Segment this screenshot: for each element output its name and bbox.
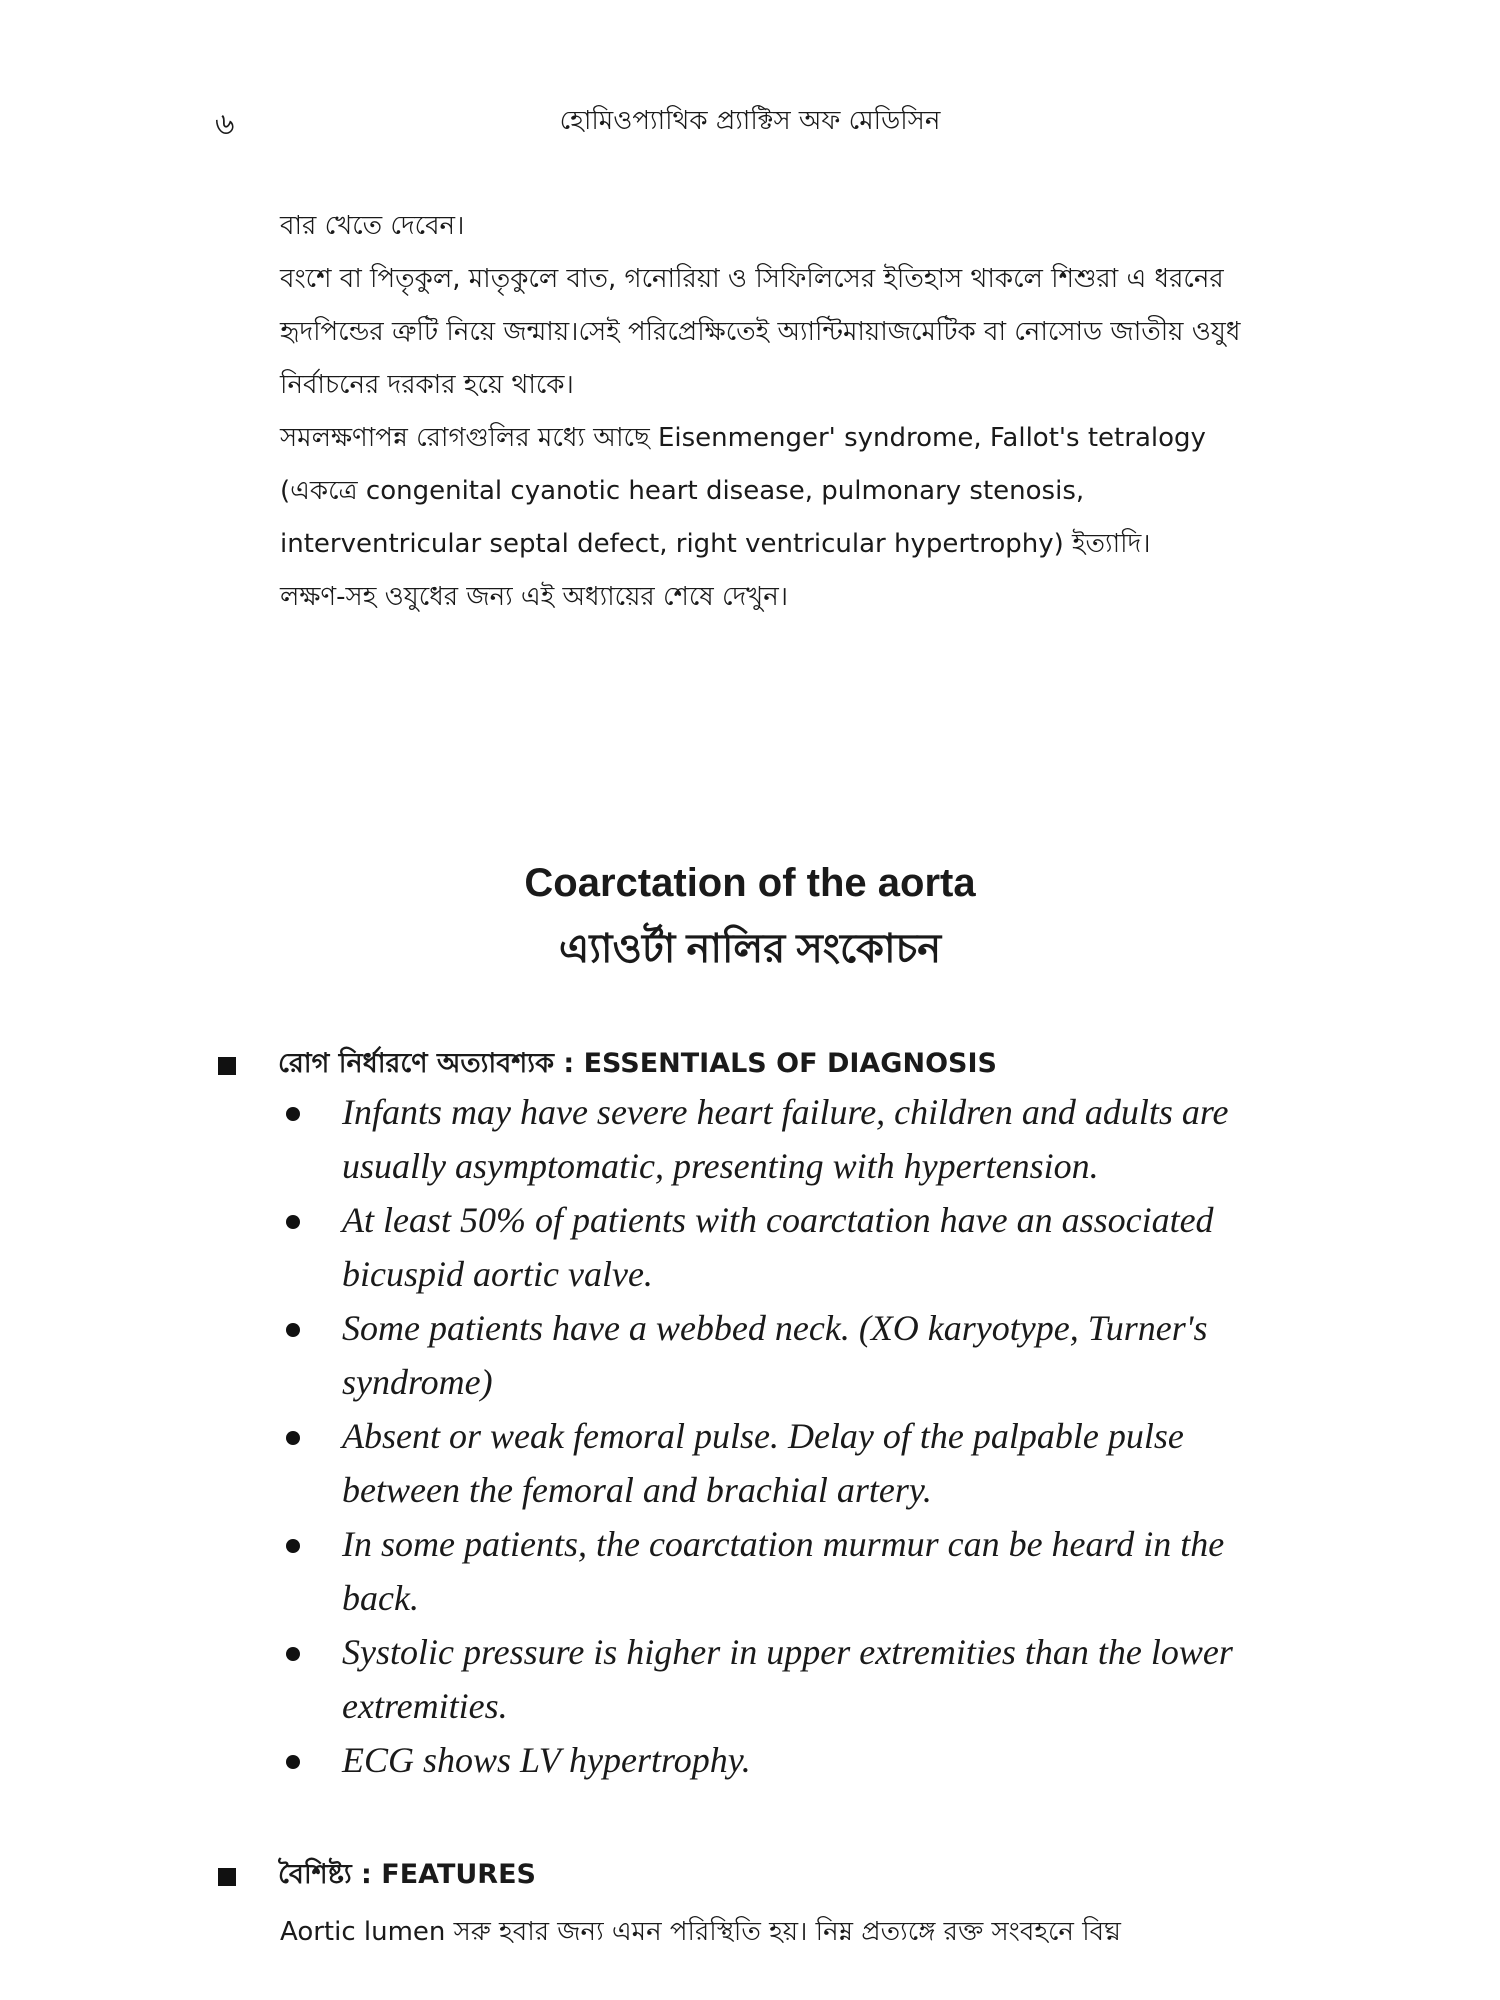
running-header: হোমিওপ্যাথিক প্র্যাক্টিস অফ মেডিসিন: [559, 106, 941, 136]
intro-text: [280, 200, 1290, 624]
square-bullet-icon: [218, 1868, 236, 1886]
intro-paragraph: বার খেতে দেবেন।: [280, 211, 465, 241]
bullet-dot-icon: [286, 1755, 300, 1769]
list-item: [280, 1733, 1300, 1787]
section-title-bengali: এ্যাওর্টা নালির সংকোচন: [558, 927, 942, 971]
features-heading: [218, 1854, 536, 1899]
list-item: [280, 1193, 1300, 1301]
list-item-text: At least 50% of patients with coarctation have an associated bicuspid aortic valve.: [342, 1200, 1214, 1294]
essentials-heading: [218, 1043, 997, 1088]
bullet-dot-icon: [286, 1107, 300, 1121]
list-item: [280, 1625, 1300, 1733]
features-text: Aortic lumen সরু হবার জন্য এমন পরিস্থিতি হয়। নিম্ন প্রত্যঙ্গে রক্ত সংবহনে বিঘ্ন: [280, 1917, 1121, 1947]
list-item: [280, 1517, 1300, 1625]
bullet-dot-icon: [286, 1539, 300, 1553]
list-item: [280, 1085, 1300, 1193]
bullet-dot-icon: [286, 1431, 300, 1445]
intro-paragraph: সমলক্ষণাপন্ন রোগগুলির মধ্যে আছে Eisenmenger' syndrome, Fallot's tetralogy (একত্রে congenital cyanotic heart disease, pulmonary stenosis, interventricular septal defect, right ventricular hypertrophy) ইত্যাদি।: [280, 423, 1206, 559]
list-item-text: Some patients have a webbed neck. (XO karyotype, Turner's syndrome): [342, 1308, 1208, 1402]
bullet-dot-icon: [286, 1323, 300, 1337]
intro-paragraph: বংশে বা পিতৃকুল, মাতৃকুলে বাত, গনোরিয়া ও সিফিলিসের ইতিহাস থাকলে শিশুরা এ ধরনের হৃদপিন্ডের ত্রুটি নিয়ে জন্মায়।সেই পরিপ্রেক্ষিতেই অ্যান্টিমায়াজমেটিক বা নোসোড জাতীয় ওযুধ নির্বাচনের দরকার হয়ে থাকে।: [280, 264, 1241, 400]
section-title: [0, 850, 1500, 982]
page-number: ৬: [215, 107, 235, 142]
list-item-text: Systolic pressure is higher in upper extremities than the lower extremities.: [342, 1632, 1233, 1726]
list-item: [280, 1409, 1300, 1517]
list-item-text: In some patients, the coarctation murmur can be heard in the back.: [342, 1524, 1225, 1618]
essentials-heading-label: রোগ নির্ধারণে অত্যাবশ্যক : ESSENTIALS OF DIAGNOSIS: [278, 1048, 997, 1079]
list-item-text: ECG shows LV hypertrophy.: [342, 1740, 751, 1780]
bullet-dot-icon: [286, 1215, 300, 1229]
section-title-english: Coarctation of the aorta: [524, 861, 976, 905]
square-bullet-icon: [218, 1057, 236, 1075]
essentials-list: [280, 1085, 1300, 1787]
features-heading-label: বৈশিষ্ট্য : FEATURES: [278, 1859, 536, 1890]
list-item-text: Infants may have severe heart failure, children and adults are usually asymptomatic, presenting with hypertension.: [342, 1092, 1229, 1186]
list-item-text: Absent or weak femoral pulse. Delay of the palpable pulse between the femoral and brachial artery.: [342, 1416, 1184, 1510]
bullet-dot-icon: [286, 1647, 300, 1661]
list-item: [280, 1301, 1300, 1409]
intro-paragraph: লক্ষণ-সহ ওযুধের জন্য এই অধ্যায়ের শেষে দেখুন।: [280, 582, 789, 612]
